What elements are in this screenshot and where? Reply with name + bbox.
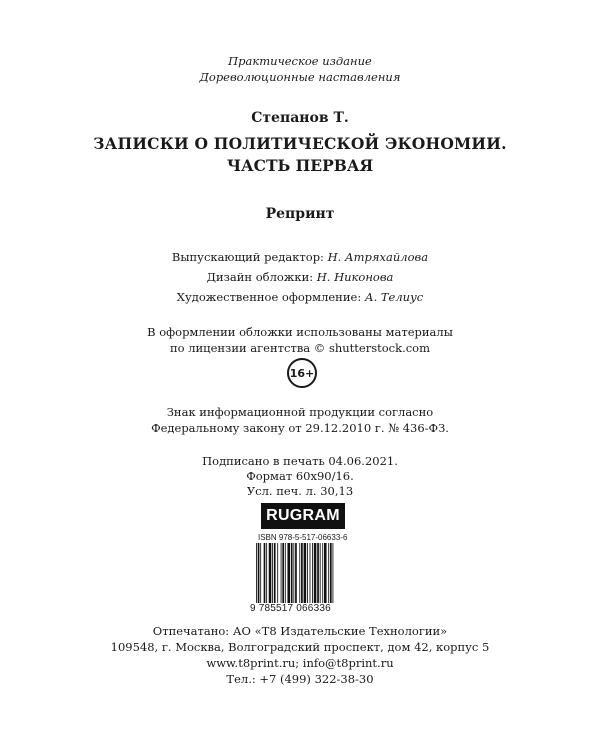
book-title-line-1: ЗАПИСКИ О ПОЛИТИЧЕСКОЙ ЭКОНОМИИ. (93, 134, 507, 153)
credit-role: Дизайн обложки: (206, 270, 317, 284)
credit-name: Н. Никонова (316, 270, 394, 284)
isbn-barcode (256, 543, 356, 603)
edition-type: Практическое издание (228, 54, 372, 68)
printer-line-2: 109548, г. Москва, Волгоградский проспект, дом 42, корпус 5 (110, 640, 490, 654)
printer-line-4: Тел.: +7 (499) 322-38-30 (226, 672, 374, 686)
cover-note-line-2: по лицензии агентства © shutterstock.com (169, 341, 431, 355)
credit-cover-design (0, 270, 600, 284)
book-title-line-2: ЧАСТЬ ПЕРВАЯ (226, 156, 374, 175)
signed-for-print: Подписано в печать 04.06.2021. (202, 454, 398, 468)
credit-art-design (0, 290, 600, 304)
credit-name: Н. Атряхайлова (327, 250, 429, 264)
credit-role: Художественное оформление: (176, 290, 365, 304)
printer-line-3: www.t8print.ru; info@t8print.ru (206, 656, 394, 670)
credit-name: А. Телиус (364, 290, 424, 304)
print-sheets: Усл. печ. л. 30,13 (246, 484, 354, 498)
law-note-line-1: Знак информационной продукции согласно (166, 405, 434, 419)
series-name: Дореволюционные наставления (199, 70, 401, 84)
cover-note-line-1: В оформлении обложки использованы материалы (147, 325, 453, 339)
credit-role: Выпускающий редактор: (171, 250, 328, 264)
printer-line-1: Отпечатано: АО «Т8 Издательские Технологии» (152, 624, 448, 638)
publisher-logo: RUGRAM (261, 503, 345, 529)
barcode-digits: 9 785517 066336 (250, 603, 331, 614)
reprint-label: Репринт (265, 206, 335, 222)
print-format: Формат 60х90/16. (246, 469, 354, 483)
isbn-label: ISBN 978-5-517-06633-6 (258, 533, 348, 542)
credit-editor (0, 250, 600, 264)
author: Степанов Т. (251, 110, 349, 126)
law-note-line-2: Федеральному закону от 29.12.2010 г. № 436-ФЗ. (151, 421, 449, 435)
age-rating-badge: 16+ (287, 358, 317, 388)
